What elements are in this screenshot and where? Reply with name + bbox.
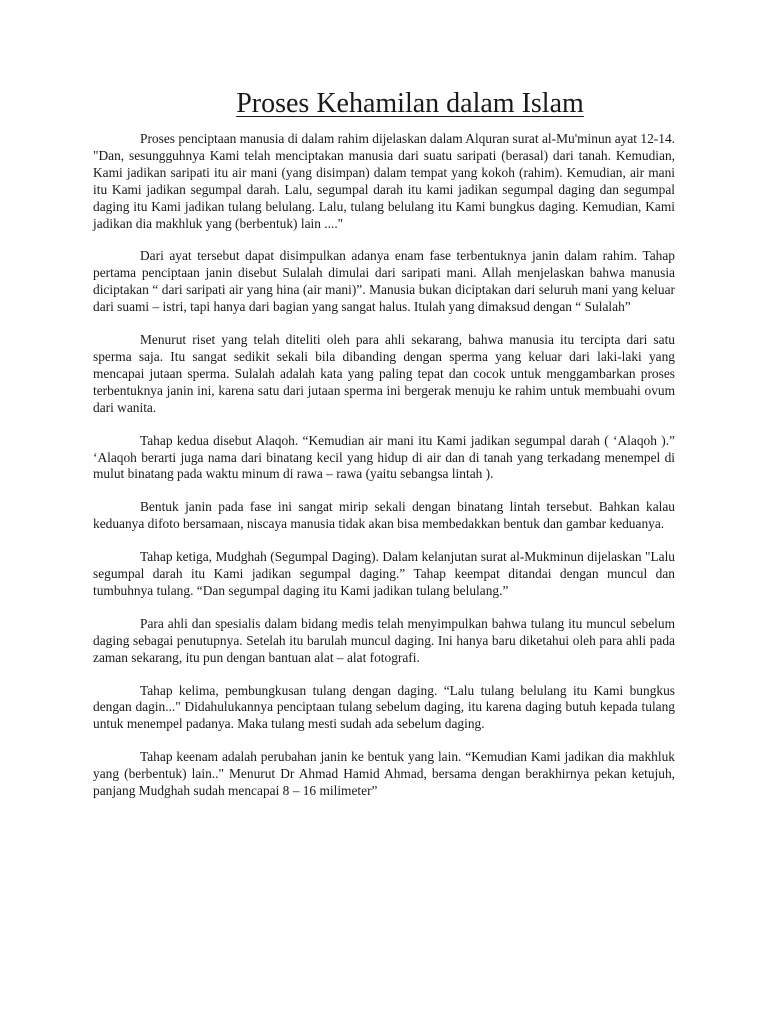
paragraph-9: Tahap keenam adalah perubahan janin ke bentuk yang lain. “Kemudian Kami jadikan dia makhluk yang (berbentuk) lain.." Menurut Dr Ahmad Hamid Ahmad, bersama dengan berakhirnya pekan ketujuh, panjang Mudghah sudah mencapai 8 – 16 milimeter”	[93, 749, 675, 799]
document-body	[93, 131, 675, 816]
document-title-text: Proses Kehamilan dalam Islam	[236, 88, 584, 119]
paragraph-4: Tahap kedua disebut Alaqoh. “Kemudian air mani itu Kami jadikan segumpal darah ( ‘Alaqoh ).” ‘Alaqoh berarti juga nama dari binatang kecil yang hidup di air dan di tanah yang terkadang menempel di mulut binatang pada waktu minum di rawa – rawa (yaitu sebangsa lintah ).	[93, 432, 675, 482]
paragraph-5: Bentuk janin pada fase ini sangat mirip sekali dengan binatang lintah tersebut. Bahkan kalau keduanya difoto bersamaan, niscaya manusia tidak akan bisa membedakkan bentuk dan gambar keduanya.	[93, 499, 675, 532]
paragraph-8: Tahap kelima, pembungkusan tulang dengan daging. “Lalu tulang belulang itu Kami bungkus dengan dagin..." Didahulukannya penciptaan tulang sebelum daging, itu karena daging butuh kepada tulang untuk menempel padanya. Maka tulang mesti sudah ada sebelum daging.	[93, 682, 675, 732]
paragraph-6: Tahap ketiga, Mudghah (Segumpal Daging). Dalam kelanjutan surat al-Mukminun dijelaskan "Lalu segumpal darah itu Kami jadikan segumpal daging.” Tahap keempat ditandai dengan muncul dan tumbuhnya tulang. “Dan segumpal daging itu Kami jadikan tulang belulang.”	[93, 549, 675, 598]
paragraph-7: Para ahli dan spesialis dalam bidang medis telah menyimpulkan bahwa tulang itu muncul sebelum daging sebagai penutupnya. Setelah itu barulah muncul daging. Ini hanya baru diketahui oleh para ahli pada zaman sekarang, itu pun dengan bantuan alat – alat fotografi.	[93, 615, 675, 665]
paragraph-3: Menurut riset yang telah diteliti oleh para ahli sekarang, bahwa manusia itu tercipta dari satu sperma saja. Itu sangat sedikit sekali bila dibanding dengan sperma yang keluar dari laki-laki yang mencapai jutaan sperma. Sulalah adalah kata yang paling tepat dan cocok untuk menggambarkan proses terbentuknya janin ini, karena satu dari jutaan sperma ini bergerak menuju ke rahim untuk membuahi ovum dari wanita.	[93, 332, 675, 415]
paragraph-1: Proses penciptaan manusia di dalam rahim dijelaskan dalam Alquran surat al-Mu'minun ayat 12-14. "Dan, sesungguhnya Kami telah menciptakan manusia dari suatu saripati (berasal) dari tanah. Kemudian, Kami jadikan saripati itu air mani (yang disimpan) dalam tempat yang kokoh (rahim). Kemudian, air mani itu Kami jadikan segumpal darah. Lalu, segumpal darah itu kami jadikan segumpal daging dan segumpal daging itu Kami jadikan tulang belulang. Lalu, tulang belulang itu Kami bungkus daging. Kemudian, Kami jadikan dia makhluk yang (berbentuk) lain ...."	[93, 131, 675, 231]
paragraph-2: Dari ayat tersebut dapat disimpulkan adanya enam fase terbentuknya janin dalam rahim. Tahap pertama penciptaan janin disebut Sulalah dimulai dari saripati mani. Allah menjelaskan bahwa manusia diciptakan “ dari saripati air yang hina (air mani)”. Manusia bukan diciptakan dari seluruh mani yang keluar dari suami – istri, tapi hanya dari bagian yang sangat halus. Itulah yang dimaksud dengan “ Sulalah”	[93, 248, 675, 315]
document-title	[0, 84, 768, 124]
